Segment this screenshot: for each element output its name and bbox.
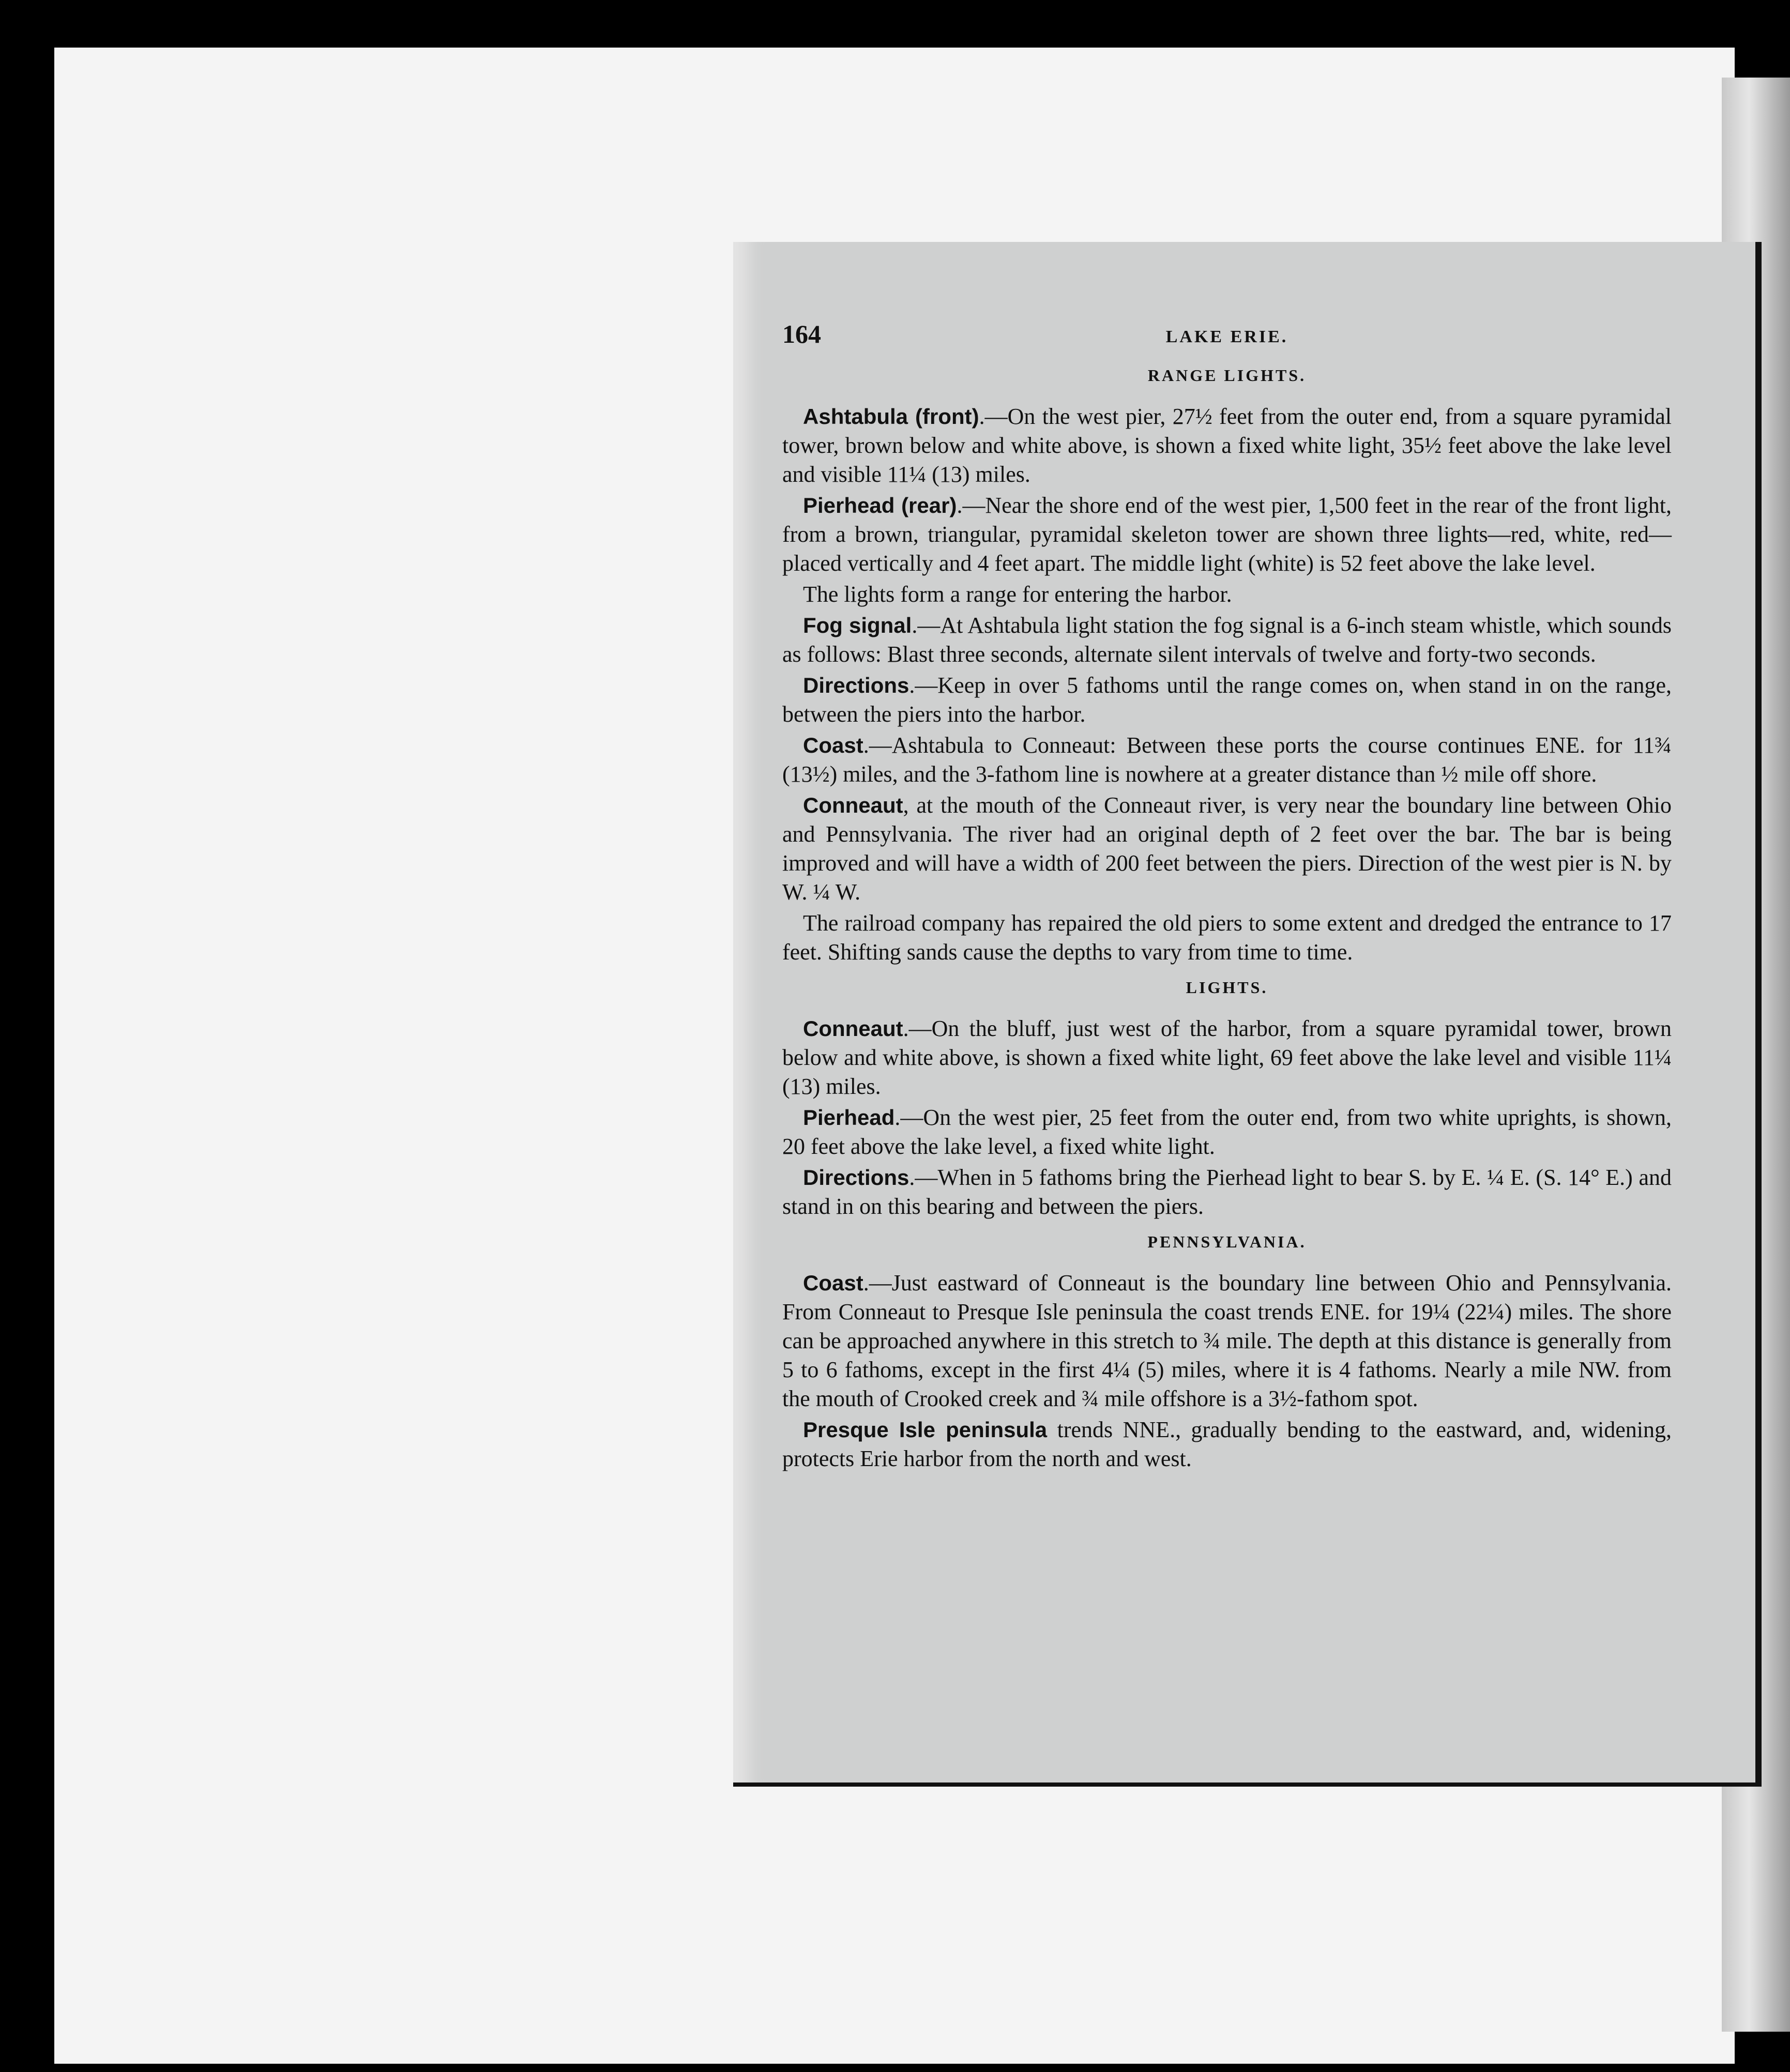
running-title: LAKE ERIE. <box>1165 327 1288 346</box>
paragraph <box>782 402 1672 489</box>
paragraph <box>782 580 1672 609</box>
paragraph-text: .—Keep in over 5 fathoms until the range comes on, when stand in on the range, between the piers into the harbor. <box>782 673 1672 727</box>
paragraph-text: .—On the bluff, just west of the harbor, from a square pyramidal tower, brown below and white above, is shown a fixed white light, 69 feet above the lake level and visible 11¼ (13) miles. <box>782 1016 1672 1099</box>
section-heading: LIGHTS. <box>1186 978 1268 997</box>
page-number: 164 <box>782 319 821 348</box>
section-lights <box>782 973 1672 1221</box>
paragraph-text: The railroad company has repaired the old piers to some extent and dredged the entrance to 17 feet. Shifting sands cause the depths to vary from time to time. <box>782 910 1672 965</box>
paragraph-lead: Directions <box>803 1165 909 1190</box>
paragraph <box>782 1415 1672 1473</box>
paragraph-lead: Directions <box>803 673 909 697</box>
paragraph <box>782 1163 1672 1221</box>
paragraph-text: .—On the west pier, 27½ feet from the outer end, from a square pyramidal tower, brown below and white above, is shown a fixed white light, 35½ feet above the lake level and visible 11¼ (13) miles. <box>782 404 1672 487</box>
paragraph-text: , at the mouth of the Conneaut river, is very near the boundary line between Ohio and Pennsylvania. The river had an original depth of 2 feet over the bar. The bar is being improved and will have a width of 200 feet between the piers. Direction of the west pier is N. by W. ¼ W. <box>782 793 1672 905</box>
section-heading: PENNSYLVANIA. <box>1147 1232 1307 1251</box>
paragraph-lead: Conneaut <box>803 1016 903 1041</box>
paragraph-lead: Coast <box>803 733 863 757</box>
paragraph-text: .—On the west pier, 25 feet from the outer end, from two white uprights, is shown, 20 feet above the lake level, a fixed white light. <box>782 1105 1672 1159</box>
paragraph-text: .—Ashtabula to Conneaut: Between these ports the course continues ENE. for 11¾ (13½) miles, and the 3-fathom line is nowhere at a greater distance than ½ mile off shore. <box>782 733 1672 787</box>
paragraph-text: trends NNE., gradually bending to the eastward, and, widening, protects Erie harbor from the north and west. <box>782 1417 1672 1471</box>
paragraph <box>782 1014 1672 1101</box>
paragraph-text: .—At Ashtabula light station the fog signal is a 6-inch steam whistle, which sounds as follows: Blast three seconds, alternate silent intervals of twelve and forty-two seconds. <box>782 613 1672 667</box>
section-range-lights <box>782 361 1672 967</box>
paragraph <box>782 731 1672 789</box>
running-head <box>782 319 1672 361</box>
paragraph-lead: Pierhead (rear) <box>803 493 957 517</box>
paragraph-text: The lights form a range for entering the harbor. <box>803 582 1232 607</box>
section-pennsylvania <box>782 1227 1672 1473</box>
paragraph-lead: Conneaut <box>803 793 903 817</box>
paragraph-lead: Pierhead <box>803 1105 895 1130</box>
paragraph <box>782 791 1672 907</box>
paragraph-lead: Coast <box>803 1271 863 1295</box>
paragraph <box>782 1269 1672 1413</box>
paragraph <box>782 1103 1672 1161</box>
section-heading: RANGE LIGHTS. <box>1147 366 1307 385</box>
paragraph <box>782 491 1672 578</box>
paragraph-lead: Ashtabula (front) <box>803 404 979 429</box>
paragraph <box>782 671 1672 729</box>
paragraph <box>782 611 1672 669</box>
paragraph-lead: Fog signal <box>803 613 912 637</box>
paragraph-text: .—Near the shore end of the west pier, 1,500 feet in the rear of the front light, from a brown, triangular, pyramidal skeleton tower are shown three lights—red, white, red—placed vertically and 4 feet apart. The middle light (white) is 52 feet above the lake level. <box>782 493 1672 576</box>
paragraph-text: .—Just eastward of Conneaut is the boundary line between Ohio and Pennsylvania. From Conneaut to Presque Isle peninsula the coast trends ENE. for 19¼ (22¼) miles. The shore can be approached anywhere in this stretch to ¾ mile. The depth at this distance is generally from 5 to 6 fathoms, except in the first 4¼ (5) miles, where it is 4 fathoms. Nearly a mile NW. from the mouth of Crooked creek and ¾ mile offshore is a 3½-fathom spot. <box>782 1270 1672 1411</box>
paragraph-text: .—When in 5 fathoms bring the Pierhead light to bear S. by E. ¼ E. (S. 14° E.) and stand in on this bearing and between the piers. <box>782 1165 1672 1219</box>
paragraph-lead: Presque Isle peninsula <box>803 1418 1048 1442</box>
scanned-page-photo <box>733 242 1762 1787</box>
paragraph <box>782 909 1672 967</box>
book-page <box>782 319 1672 1475</box>
